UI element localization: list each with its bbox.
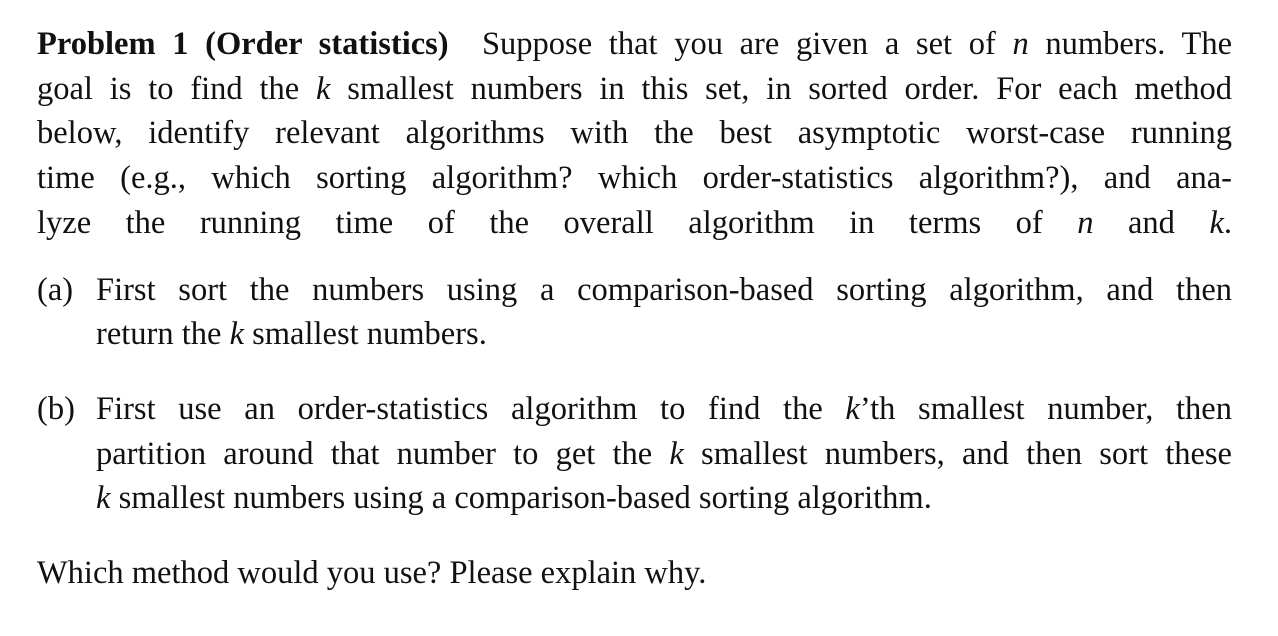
math-variable: k (845, 390, 860, 427)
intro-line-3 (37, 111, 1232, 156)
intro-line-4 (37, 156, 1232, 201)
intro-line-2 (37, 67, 1232, 112)
item-text: First sort the numbers using a comparison-based sorting algorithm, and then (96, 271, 1232, 308)
item-line (96, 432, 1232, 477)
item-text: smallest numbers using a comparison-based sorting algorithm. (110, 480, 932, 517)
intro-text: Suppose that you are given a set of (481, 26, 1013, 62)
item-text: ’th smallest number, then (859, 390, 1232, 427)
intro-text: numbers. The (1028, 26, 1233, 62)
problem-document (37, 22, 1232, 596)
item-text: partition around that number to get the (96, 435, 670, 472)
intro-text: time (e.g., which sorting algorithm? which order-statistics algorithm?), and ana- (37, 160, 1232, 197)
closing-question: Which method would you use? Please explain why. (37, 555, 707, 592)
item-text: First use an order-statistics algorithm to find the (96, 390, 846, 427)
item-line (96, 312, 1232, 357)
math-variable: k (229, 316, 244, 353)
item-label: (a) (37, 271, 74, 308)
intro-text: . (1223, 204, 1232, 241)
item-line (96, 268, 1232, 313)
item-body (96, 387, 1232, 521)
item-line (96, 387, 1232, 432)
math-variable: k (96, 480, 111, 517)
math-variable: n (1012, 26, 1029, 62)
method-item-b (37, 387, 1232, 521)
item-text: smallest numbers. (244, 316, 487, 353)
math-variable: k (669, 435, 684, 472)
item-body (96, 268, 1232, 357)
math-variable: k (316, 70, 331, 107)
math-variable: n (1077, 204, 1094, 241)
intro-text: below, identify relevant algorithms with the best asymptotic worst-case running (37, 115, 1232, 152)
method-item-a (37, 268, 1232, 357)
intro-line-1 (37, 22, 1232, 67)
intro-text: smallest numbers in this set, in sorted order. For each method (330, 70, 1233, 107)
item-line (96, 476, 1232, 521)
method-list (37, 268, 1232, 522)
item-text: return the (96, 316, 230, 353)
intro-line-5 (37, 201, 1232, 246)
problem-intro (37, 22, 1232, 246)
intro-text: goal is to find the (37, 70, 317, 107)
problem-heading: Problem 1 (Order statistics) (37, 26, 449, 62)
item-text: smallest numbers, and then sort these (683, 435, 1232, 472)
intro-text: and (1093, 204, 1210, 241)
math-variable: k (1209, 204, 1224, 241)
item-label: (b) (37, 390, 75, 427)
intro-text: lyze the running time of the overall algorithm in terms of (37, 204, 1078, 241)
